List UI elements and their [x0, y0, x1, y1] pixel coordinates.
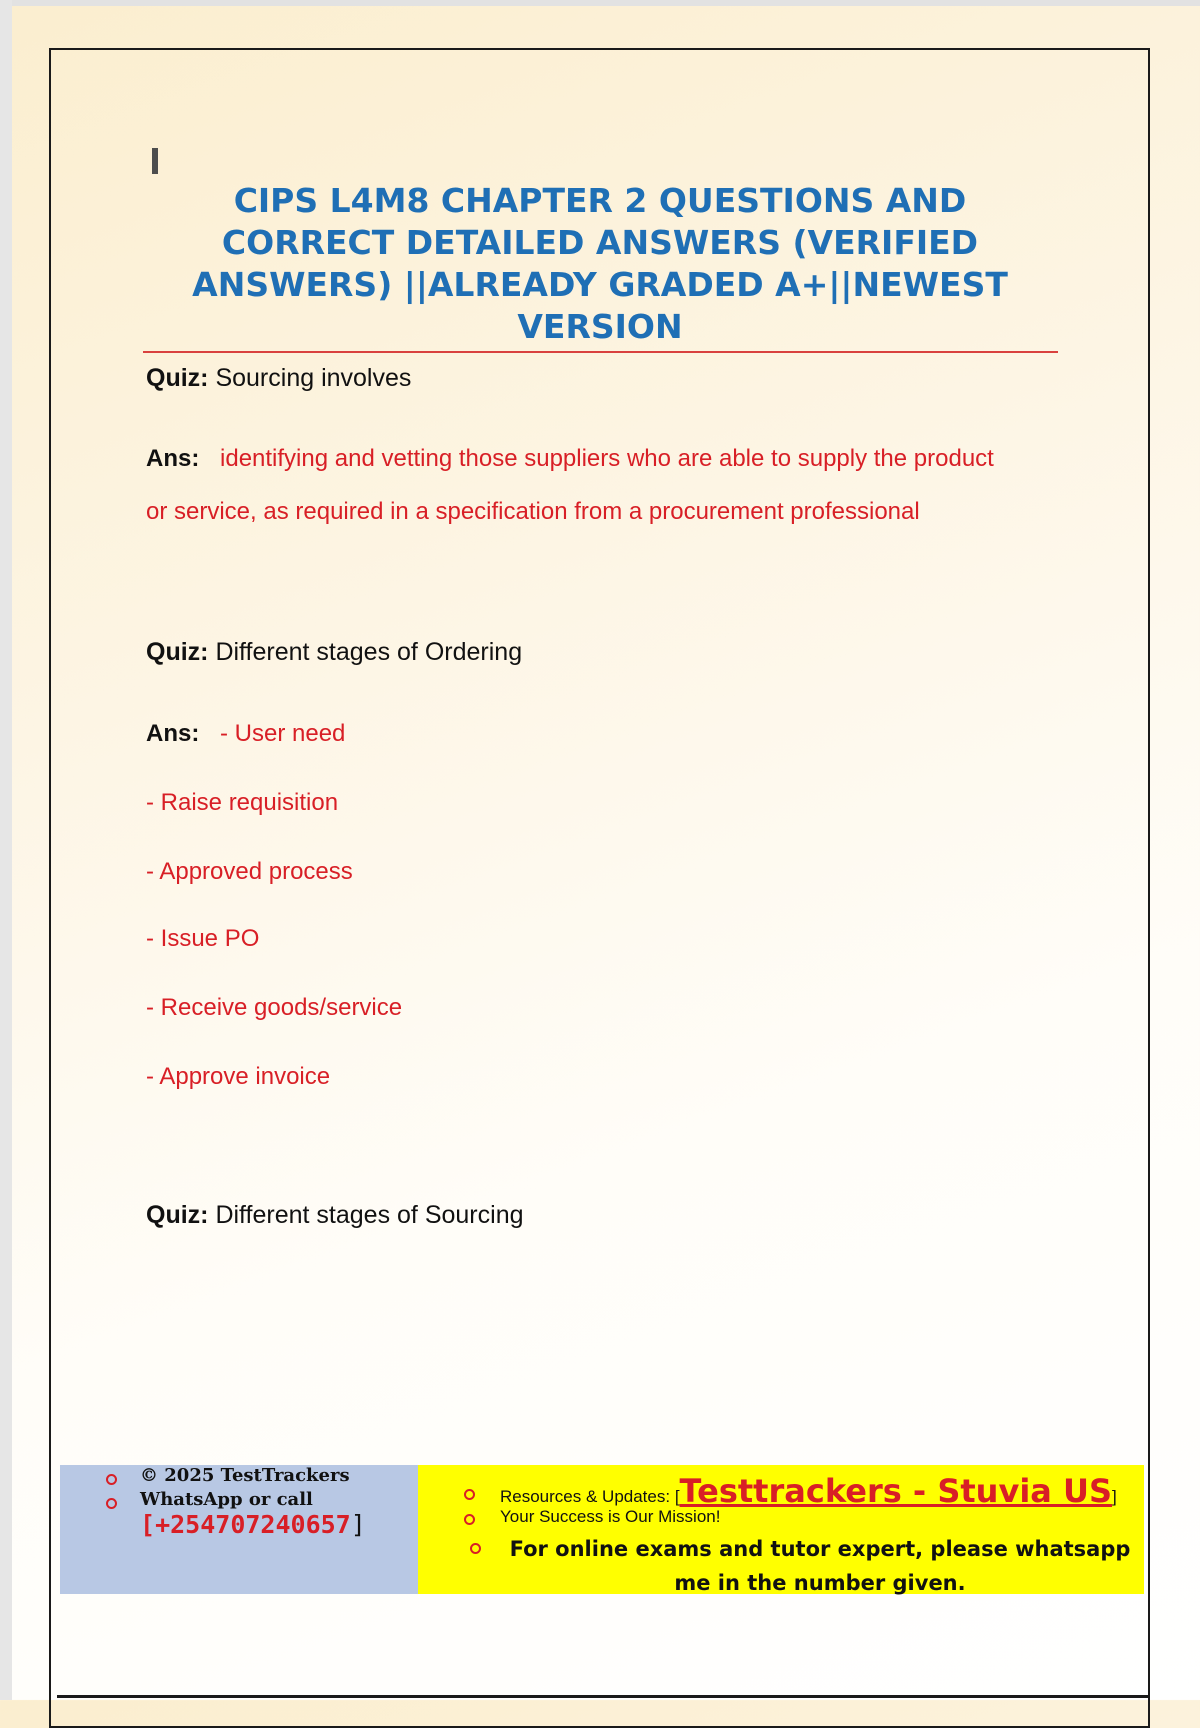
answer-1-line-1: [146, 445, 994, 473]
phone-number[interactable]: +254707240657: [155, 1510, 351, 1539]
quiz-label: Quiz:: [146, 638, 209, 666]
answer-2-item-6: - Approve invoice: [146, 1063, 331, 1090]
title-divider: [143, 351, 1058, 353]
bullet-icon: [464, 1514, 475, 1525]
bullet-icon: [106, 1498, 117, 1509]
quiz-question-3: [146, 1201, 524, 1230]
footer-promo: For online exams and tutor expert, please whatsapp me in the number given.: [509, 1537, 1131, 1595]
ans-label: Ans:: [146, 720, 200, 747]
ans-label: Ans:: [146, 445, 200, 472]
answer-1-line-2: or service, as required in a specification from a procurement professional: [146, 498, 920, 525]
viewer-top-edge: [0, 0, 1200, 6]
quiz-label: Quiz:: [146, 1201, 209, 1229]
footer-resources: Resources & Updates: [Testtrackers - Stuvia US]: [500, 1472, 1117, 1510]
question-text: Different stages of Sourcing: [215, 1201, 524, 1229]
question-text: Sourcing involves: [215, 364, 412, 392]
stuvia-link[interactable]: Testtrackers - Stuvia US: [679, 1472, 1113, 1510]
answer-text: - User need: [220, 720, 346, 747]
answer-text: identifying and vetting those suppliers who are able to supply the product: [220, 445, 994, 472]
viewer-left-edge: [0, 0, 12, 1700]
footer-phone[interactable]: [+254707240657]: [140, 1510, 366, 1539]
quiz-question-2: [146, 638, 522, 667]
answer-2-item-5: - Receive goods/service: [146, 994, 403, 1021]
bullet-icon: [106, 1474, 117, 1485]
answer-2-item-4: - Issue PO: [146, 925, 260, 952]
resources-label: Resources & Updates:: [500, 1487, 671, 1506]
text-cursor: [152, 148, 158, 174]
answer-2-item-1: [146, 720, 345, 748]
bullet-icon: [470, 1543, 481, 1554]
footer-copyright: © 2025 TestTrackers: [140, 1465, 350, 1486]
quiz-question-1: [146, 364, 411, 393]
answer-2-item-3: - Approved process: [146, 858, 353, 885]
answer-2-item-2: - Raise requisition: [146, 789, 339, 816]
page-bottom-rule: [57, 1695, 1150, 1698]
footer-slogan: Your Success is Our Mission!: [500, 1507, 721, 1526]
quiz-label: Quiz:: [146, 364, 209, 392]
question-text: Different stages of Ordering: [215, 638, 523, 666]
footer-whatsapp-label: WhatsApp or call: [140, 1489, 313, 1510]
document-title: CIPS L4M8 CHAPTER 2 QUESTIONS AND CORRECT DETAILED ANSWERS (VERIFIED ANSWERS) ||ALREADY GRADED A+||NEWEST VERSION: [192, 181, 1008, 346]
bullet-icon: [464, 1489, 475, 1500]
